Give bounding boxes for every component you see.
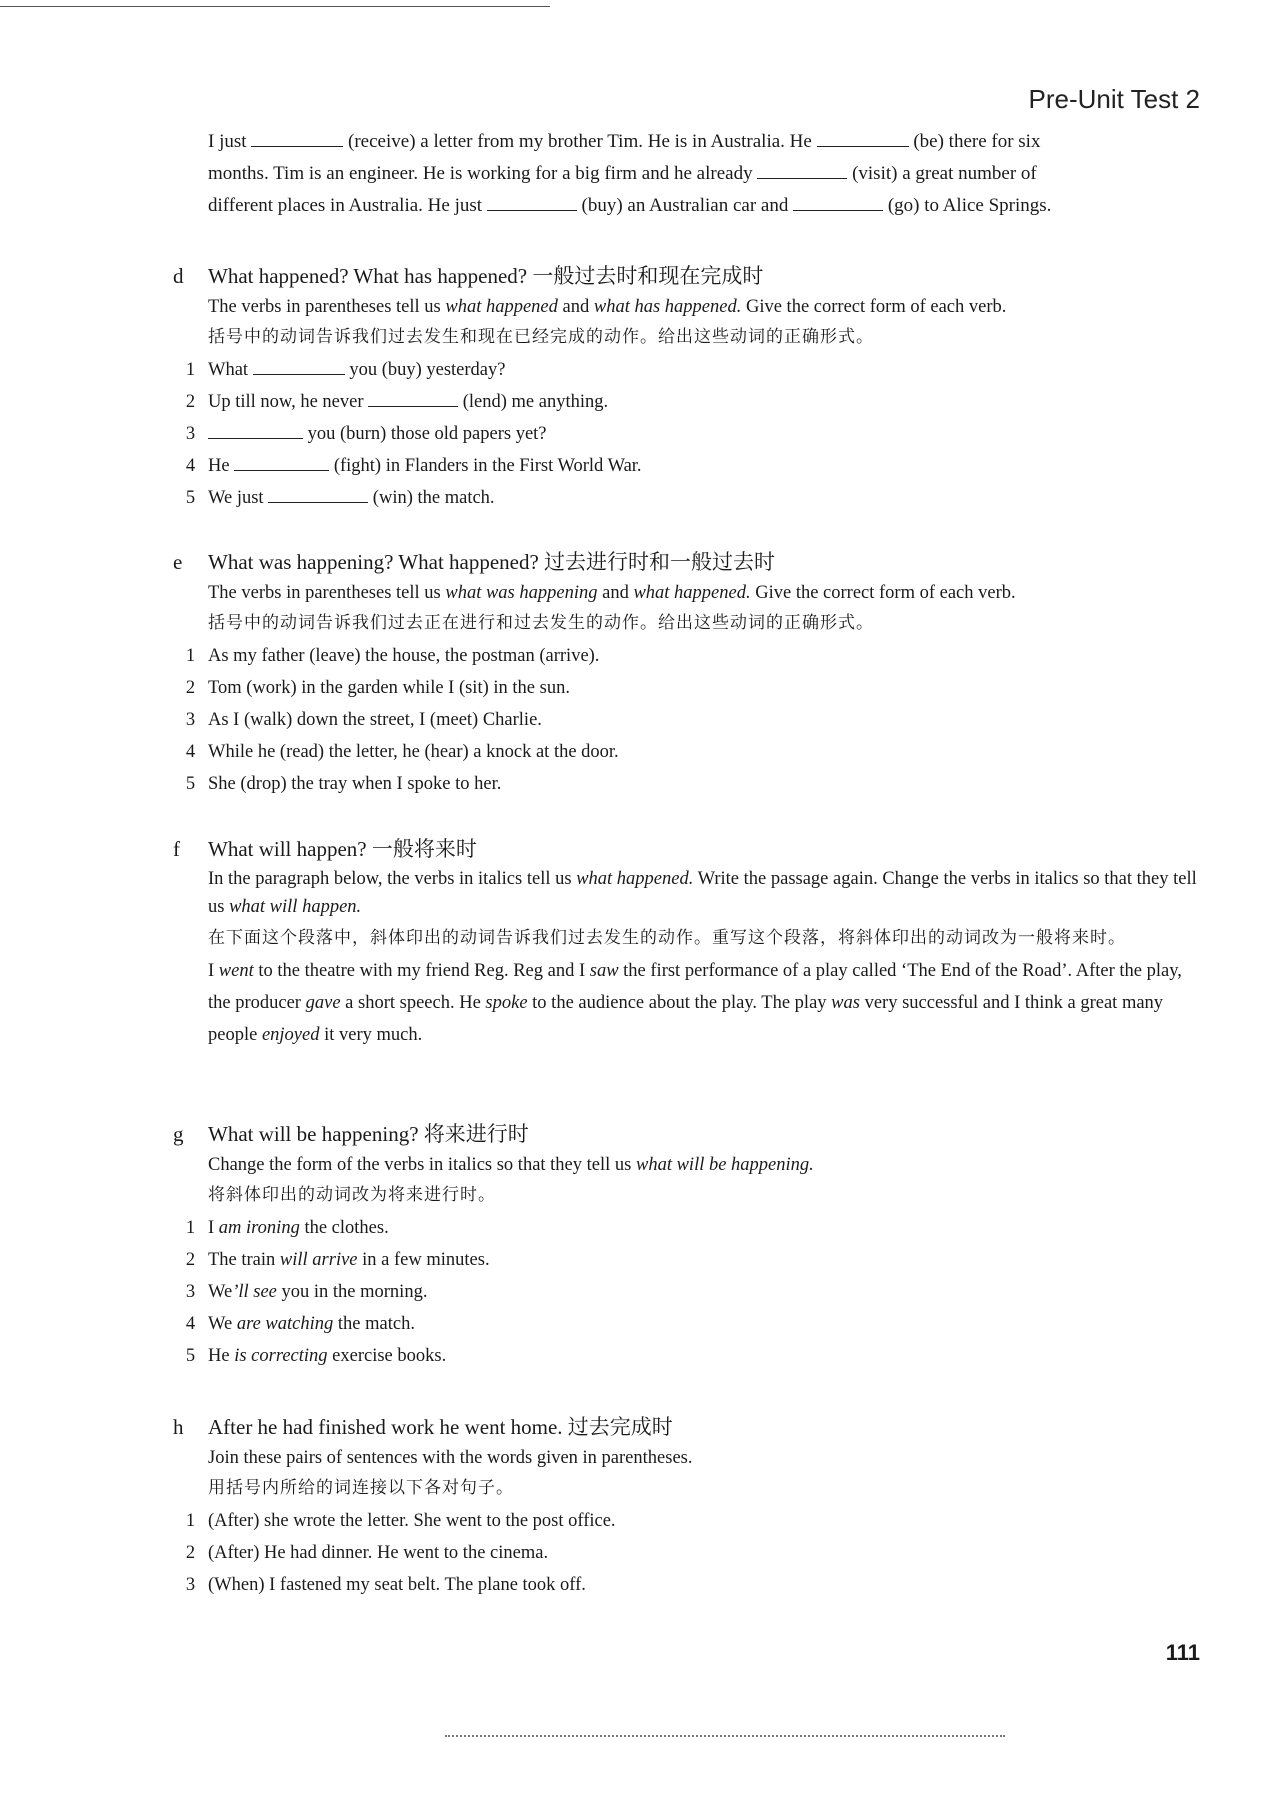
passage: I went to the theatre with my friend Reg. Reg and I saw the first performance of a play called ‘The End of the Road’. After the play, the producer gave a short speech. He spoke to the audience about the play. The play was very successful and I think a great many people enjoyed it very much. [208,961,1182,1045]
section-instructions-zh: 在下面这个段落中，斜体印出的动词告诉我们过去发生的动作。重写这个段落，将斜体印出的动词改为一般将来时。 [208,928,1126,948]
answer-blank[interactable] [817,130,909,147]
section-instructions: The verbs in parentheses tell us what happened and what has happened. Give the correct form of each verb. [208,297,1007,317]
section-d [173,260,1203,514]
section-instructions-zh: 括号中的动词告诉我们过去发生和现在已经完成的动作。给出这些动词的正确形式。 [208,327,874,347]
answer-blank[interactable] [268,486,368,503]
section-title: d What happened? What has happened? 一般过去时和现在完成时 [173,264,764,288]
intro-line-3: different places in Australia. He just (buy) an Australian car and (go) to Alice Springs. [208,195,1052,216]
exercise-item: 4 We are watching the match. [185,1314,415,1334]
exercise-item: 3 As I (walk) down the street, I (meet) Charlie. [185,710,542,730]
section-instructions-zh: 括号中的动词告诉我们过去正在进行和过去发生的动作。给出这些动词的正确形式。 [208,613,874,633]
answer-blank[interactable] [253,358,345,375]
section-title: f What will happen? 一般将来时 [173,837,477,861]
answer-blank[interactable] [368,390,458,407]
intro-line-2: months. Tim is an engineer. He is working for a big firm and he already (visit) a great number of [208,163,1037,184]
section-e [173,546,1203,800]
answer-blank[interactable] [208,422,303,439]
answer-blank[interactable] [793,194,883,211]
section-instructions-zh: 用括号内所给的词连接以下各对句子。 [208,1478,514,1498]
exercise-item: 3 (When) I fastened my seat belt. The plane took off. [185,1575,586,1595]
section-title: g What will be happening? 将来进行时 [173,1122,529,1146]
exercise-item: 2 The train will arrive in a few minutes. [185,1250,490,1270]
exercise-item: 5 We just (win) the match. [185,488,495,508]
section-title: e What was happening? What happened? 过去进行时和一般过去时 [173,550,776,574]
exercise-item: 2 Up till now, he never (lend) me anything. [185,392,609,412]
exercise-item: 2 Tom (work) in the garden while I (sit) in the sun. [185,678,570,698]
exercise-item: 1 I am ironing the clothes. [185,1218,389,1238]
page-number: 111 [1165,1640,1200,1665]
exercise-list [173,1212,1203,1372]
exercise-item: 4 While he (read) the letter, he (hear) a knock at the door. [185,742,619,762]
section-h [173,1411,1203,1601]
page-header: Pre-Unit Test 2 [1028,84,1200,114]
exercise-item: 5 He is correcting exercise books. [185,1346,447,1366]
answer-blank[interactable] [487,194,577,211]
exercise-item: 1 What you (buy) yesterday? [185,360,506,380]
exercise-item: 1 As my father (leave) the house, the postman (arrive). [185,646,600,666]
answer-blank[interactable] [234,454,329,471]
exercise-list [173,354,1203,514]
exercise-item: 4 He (fight) in Flanders in the First World War. [185,456,642,476]
exercise-item: 3 you (burn) those old papers yet? [185,424,547,444]
intro-line-1: I just (receive) a letter from my brother Tim. He is in Australia. He (be) there for six [208,131,1041,152]
exercise-list [173,640,1203,800]
exercise-item: 2 (After) He had dinner. He went to the cinema. [185,1543,549,1563]
scan-artifact-line [445,1735,1005,1737]
section-instructions: Change the form of the verbs in italics so that they tell us what will be happening. [208,1155,814,1175]
exercise-item: 1 (After) she wrote the letter. She went to the post office. [185,1511,616,1531]
exercise-list [173,1505,1203,1601]
intro-paragraph [208,126,1203,222]
answer-blank[interactable] [251,130,343,147]
exercise-item: 5 She (drop) the tray when I spoke to her. [185,774,502,794]
section-instructions: In the paragraph below, the verbs in italics tell us what happened. Write the passage again. Change the verbs in italics so that they tell us what will happen. [208,869,1197,917]
exercise-item: 3 We’ll see you in the morning. [185,1282,428,1302]
section-instructions: Join these pairs of sentences with the words given in parentheses. [208,1448,693,1468]
section-instructions-zh: 将斜体印出的动词改为将来进行时。 [208,1185,496,1205]
section-f [173,833,1203,1051]
section-instructions: The verbs in parentheses tell us what was happening and what happened. Give the correct form of each verb. [208,583,1016,603]
section-title: h After he had finished work he went home. 过去完成时 [173,1415,673,1439]
answer-blank[interactable] [757,162,847,179]
section-g [173,1118,1203,1372]
top-rule [0,6,550,7]
